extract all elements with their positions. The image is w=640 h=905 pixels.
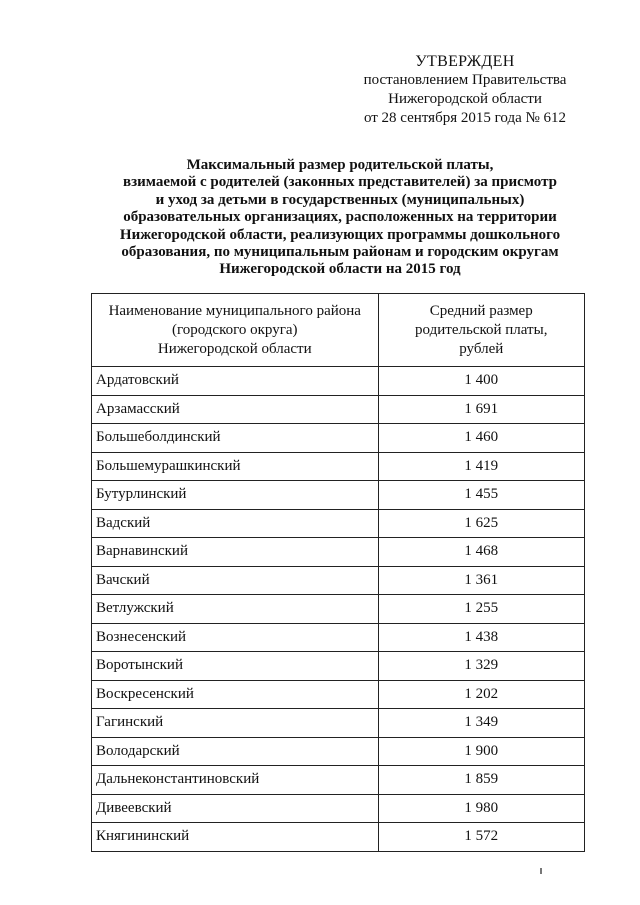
district-name: Вачский [92, 566, 379, 595]
table-row [92, 680, 585, 709]
approval-line-1: постановлением Правительства [363, 72, 567, 88]
title-line: образовательных организациях, расположенных на территории [123, 209, 557, 226]
title-line: Нижегородской области, реализующих программы дошкольного [119, 226, 561, 243]
scan-artifact [540, 868, 542, 874]
table-row [92, 737, 585, 766]
title-line: образования, по муниципальным районам и городским округам [121, 244, 559, 261]
header-fee-line: родительской платы, [415, 321, 548, 338]
table-row [92, 452, 585, 481]
table-row [92, 595, 585, 624]
district-name: Вадский [92, 509, 379, 538]
district-name: Воротынский [92, 652, 379, 681]
district-name: Ардатовский [92, 367, 379, 396]
fee-value: 1 859 [378, 766, 585, 795]
district-name: Ветлужский [92, 595, 379, 624]
title-line: Нижегородской области на 2015 год [219, 261, 461, 278]
fee-value: 1 572 [378, 823, 585, 852]
table-row [92, 538, 585, 567]
district-name: Княгининский [92, 823, 379, 852]
fee-value: 1 400 [378, 367, 585, 396]
header-district [92, 294, 379, 367]
fee-value: 1 202 [378, 680, 585, 709]
fee-value: 1 438 [378, 623, 585, 652]
approval-stamp [330, 52, 600, 128]
district-name: Бутурлинский [92, 481, 379, 510]
district-name: Воскресенский [92, 680, 379, 709]
fee-value: 1 625 [378, 509, 585, 538]
table-row [92, 623, 585, 652]
fee-value: 1 900 [378, 737, 585, 766]
approval-heading: УТВЕРЖДЕН [415, 53, 515, 70]
header-fee-line: Средний размер [429, 302, 533, 319]
fee-value: 1 460 [378, 424, 585, 453]
header-district-line: Наименование муниципального района [108, 302, 361, 319]
document-title [100, 157, 580, 279]
title-line: взимаемой с родителей (законных представителей) за присмотр [123, 174, 557, 191]
fee-value: 1 349 [378, 709, 585, 738]
table-row [92, 766, 585, 795]
fee-value: 1 329 [378, 652, 585, 681]
fee-table [91, 293, 585, 852]
table-row [92, 709, 585, 738]
header-fee [378, 294, 585, 367]
header-district-line: Нижегородской области [157, 340, 312, 357]
approval-line-2: Нижегородской области [388, 91, 542, 107]
title-line: и уход за детьми в государственных (муниципальных) [155, 191, 525, 208]
fee-value: 1 419 [378, 452, 585, 481]
fee-value: 1 455 [378, 481, 585, 510]
table-row [92, 566, 585, 595]
fee-value: 1 980 [378, 794, 585, 823]
district-name: Володарский [92, 737, 379, 766]
table-row [92, 481, 585, 510]
table-row [92, 794, 585, 823]
header-fee-line: рублей [459, 340, 504, 357]
district-name: Дивеевский [92, 794, 379, 823]
district-name: Арзамасский [92, 395, 379, 424]
district-name: Большемурашкинский [92, 452, 379, 481]
district-name: Вознесенский [92, 623, 379, 652]
approval-line-3: от 28 сентября 2015 года № 612 [363, 110, 567, 126]
table-row [92, 395, 585, 424]
table-header-row [92, 294, 585, 367]
header-district-line: (городского округа) [171, 321, 298, 338]
district-name: Гагинский [92, 709, 379, 738]
title-line: Максимальный размер родительской платы, [186, 157, 494, 173]
fee-value: 1 361 [378, 566, 585, 595]
district-name: Дальнеконстантиновский [92, 766, 379, 795]
fee-value: 1 468 [378, 538, 585, 567]
fee-value: 1 255 [378, 595, 585, 624]
district-name: Варнавинский [92, 538, 379, 567]
table-row [92, 367, 585, 396]
fee-value: 1 691 [378, 395, 585, 424]
table-row [92, 509, 585, 538]
table-row [92, 424, 585, 453]
table-row [92, 823, 585, 852]
district-name: Большеболдинский [92, 424, 379, 453]
table-row [92, 652, 585, 681]
